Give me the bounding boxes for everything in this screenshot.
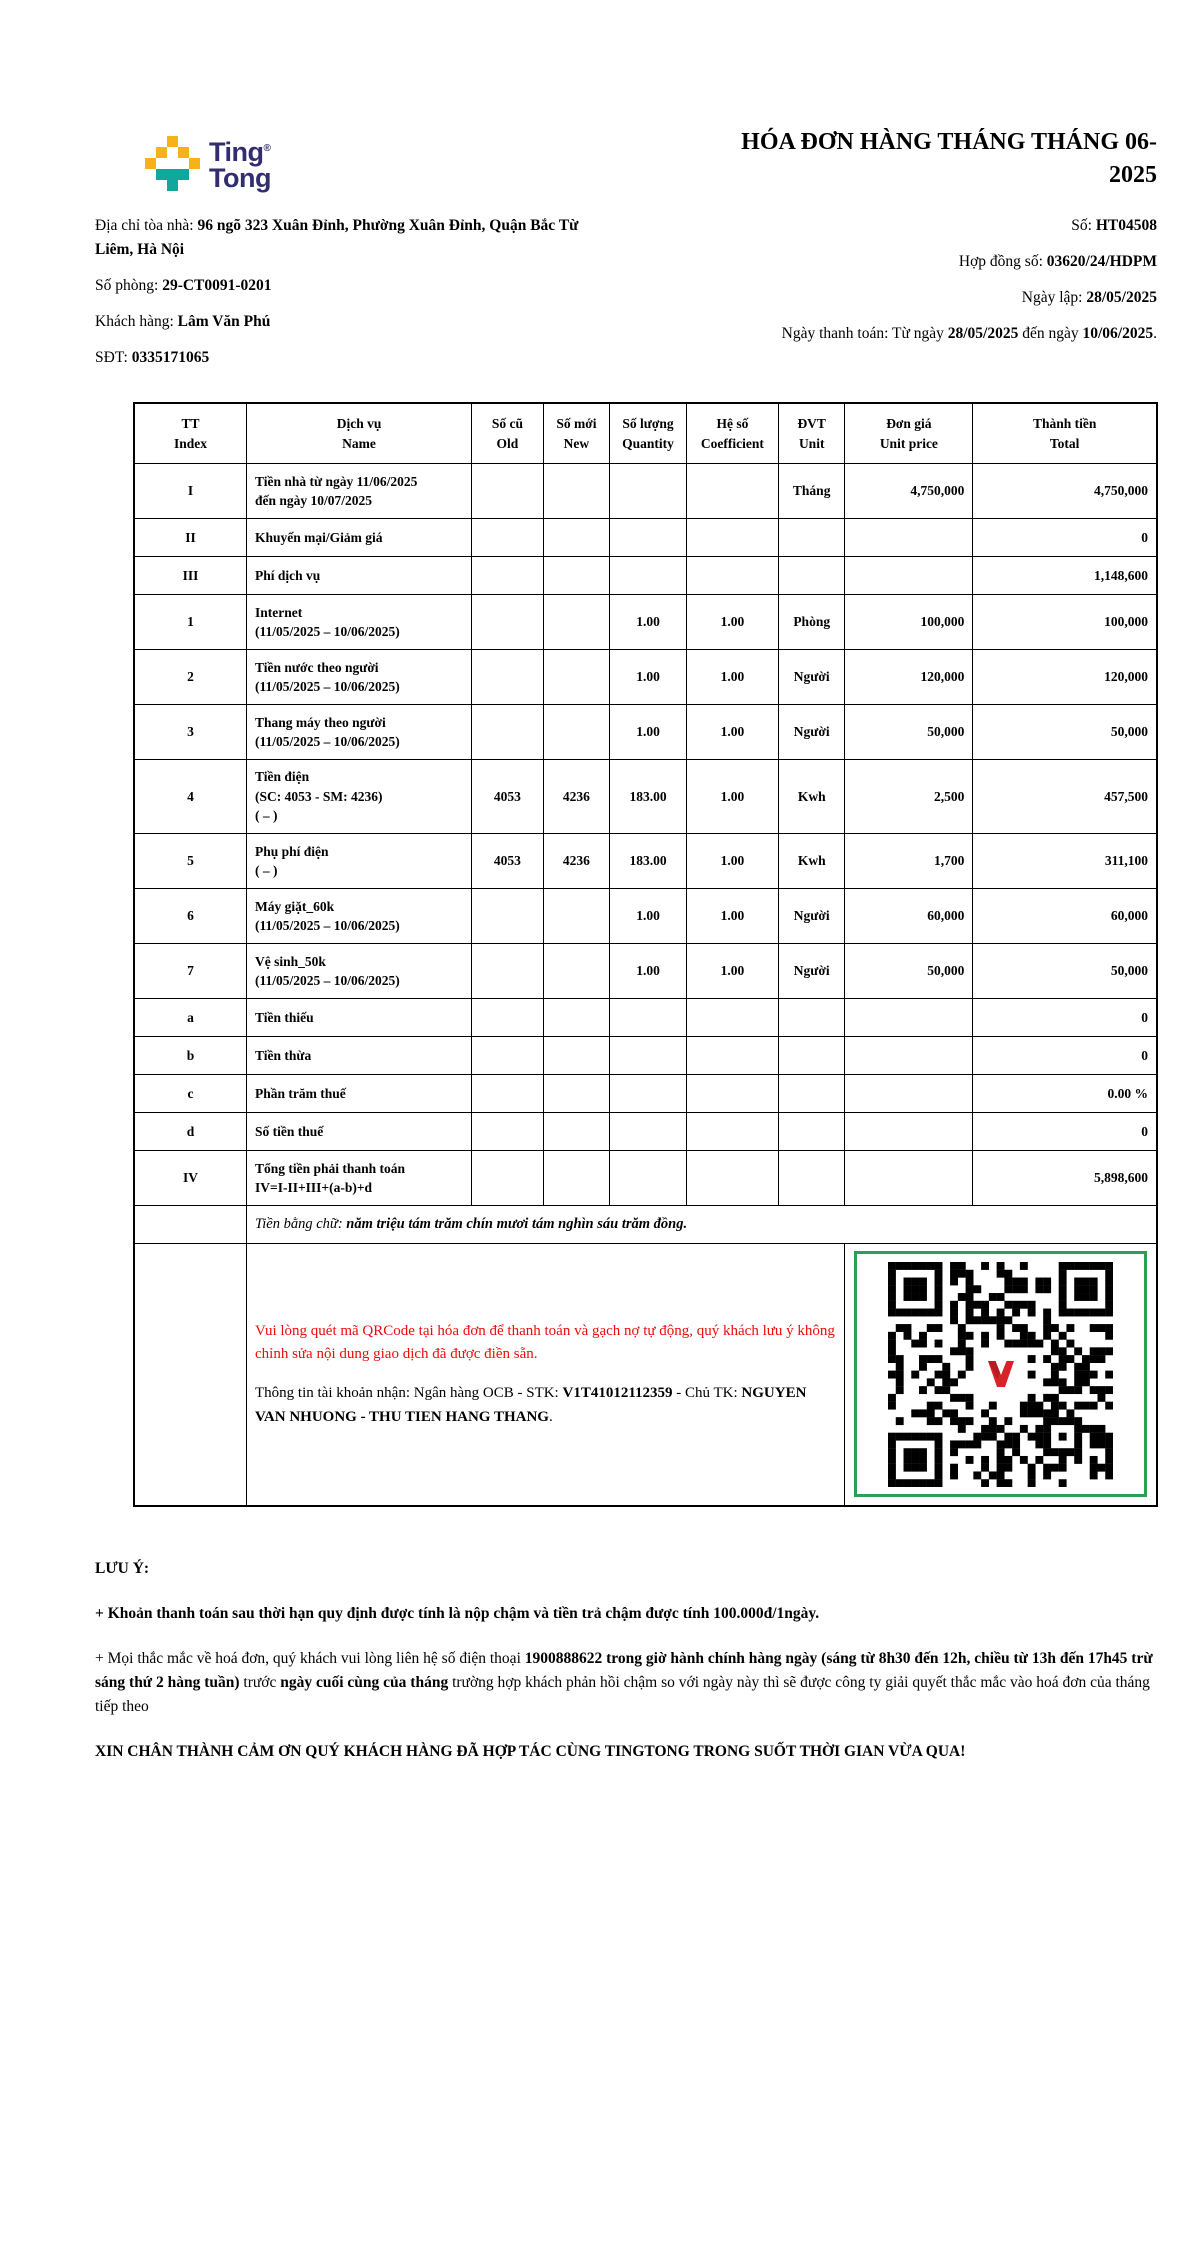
cell-new-reading [543, 650, 609, 705]
column-header: Số cũ Old [472, 403, 544, 464]
cell-service-name: Phí dịch vụ [247, 557, 472, 595]
cell-index: I [134, 464, 247, 519]
table-row [134, 760, 1157, 834]
cell-unit-price [845, 557, 973, 595]
cell-new-reading [543, 557, 609, 595]
cell-index: III [134, 557, 247, 595]
cell-new-reading [543, 1037, 609, 1075]
logo-word-ting: Ting [209, 137, 264, 167]
cell-new-reading [543, 595, 609, 650]
cell-unit-price [845, 999, 973, 1037]
cell-total: 0.00 % [973, 1075, 1157, 1113]
cell-coefficient: 1.00 [686, 650, 778, 705]
cell-new-reading [543, 1151, 609, 1206]
cell-unit-price: 1,700 [845, 834, 973, 889]
cell-total: 0 [973, 519, 1157, 557]
table-row [134, 999, 1157, 1037]
cell-total: 0 [973, 1113, 1157, 1151]
cell-coefficient [686, 999, 778, 1037]
cell-service-name: Tiền nước theo người (11/05/2025 – 10/06/2025) [247, 650, 472, 705]
amount-words-label: Tiền bằng chữ: [255, 1216, 347, 1233]
cell-new-reading [543, 889, 609, 944]
cell-total: 50,000 [973, 705, 1157, 760]
vietqr-v-icon [981, 1354, 1021, 1394]
cell-unit [778, 999, 844, 1037]
cell-unit: Người [778, 889, 844, 944]
cell-total: 60,000 [973, 889, 1157, 944]
hotline-note: + Mọi thắc mắc về hoá đơn, quý khách vui lòng liên hệ số điện thoại 1900888622 trong giờ hành chính hàng ngày (sáng từ 8h30 đến 12h, chiều từ 13h đến 17h45 trừ sáng thứ 2 hàng tuần) trước ngày cuối cùng của tháng trường hợp khách phản hồi chậm so với ngày này thì sẽ được công ty giải quyết thắc mắc vào hoá đơn của tháng tiếp theo [95, 1649, 1153, 1715]
cell-unit [778, 557, 844, 595]
cell-total: 5,898,600 [973, 1151, 1157, 1206]
contract-number: Hợp đồng số: 03620/24/HDPM [958, 253, 1157, 271]
cell-new-reading [543, 705, 609, 760]
cell-service-name: Internet (11/05/2025 – 10/06/2025) [247, 595, 472, 650]
tingtong-logo-icon [145, 136, 200, 191]
column-header: ĐVT Unit [778, 403, 844, 464]
cell-service-name: Tiền điện (SC: 4053 - SM: 4236) ( – ) [247, 760, 472, 834]
cell-unit-price [845, 519, 973, 557]
cell-old-reading [472, 595, 544, 650]
cell-service-name: Máy giặt_60k (11/05/2025 – 10/06/2025) [247, 889, 472, 944]
column-header: Số mới New [543, 403, 609, 464]
cell-quantity [610, 1075, 687, 1113]
cell-unit [778, 1037, 844, 1075]
invoice-info-right [587, 214, 1157, 382]
cell-index: 1 [134, 595, 247, 650]
table-row [134, 705, 1157, 760]
invoice-info [95, 214, 1157, 382]
cell-new-reading: 4236 [543, 834, 609, 889]
cell-unit-price: 50,000 [845, 705, 973, 760]
cell-service-name: Vệ sinh_50k (11/05/2025 – 10/06/2025) [247, 944, 472, 999]
cell-quantity [610, 1037, 687, 1075]
cell-total: 0 [973, 1037, 1157, 1075]
amount-in-words [247, 1206, 1157, 1244]
cell-coefficient [686, 557, 778, 595]
cell-unit-price [845, 1075, 973, 1113]
cell-index: c [134, 1075, 247, 1113]
cell-total: 100,000 [973, 595, 1157, 650]
cell-index: 3 [134, 705, 247, 760]
cell-index: II [134, 519, 247, 557]
cell-service-name: Tiền nhà từ ngày 11/06/2025 đến ngày 10/07/2025 [247, 464, 472, 519]
cell-empty [134, 1244, 247, 1506]
notes-heading: LƯU Ý: [95, 1559, 150, 1577]
table-row [134, 557, 1157, 595]
logo-word-tong: Tong [209, 162, 271, 193]
cell-old-reading [472, 519, 544, 557]
footer-notes [95, 1557, 1157, 1764]
amount-in-words-row [134, 1206, 1157, 1244]
cell-coefficient: 1.00 [686, 834, 778, 889]
cell-coefficient [686, 464, 778, 519]
issue-date: Ngày lập: 28/05/2025 [1021, 289, 1157, 307]
cell-unit [778, 1113, 844, 1151]
cell-old-reading [472, 1075, 544, 1113]
cell-unit: Phòng [778, 595, 844, 650]
cell-index: a [134, 999, 247, 1037]
cell-index: 5 [134, 834, 247, 889]
cell-quantity [610, 1113, 687, 1151]
cell-unit [778, 1151, 844, 1206]
cell-service-name: Tiền thiếu [247, 999, 472, 1037]
invoice-number: Số: HT04508 [1071, 217, 1157, 234]
table-row [134, 595, 1157, 650]
cell-quantity: 1.00 [610, 705, 687, 760]
cell-unit-price [845, 1113, 973, 1151]
qr-payment-row [134, 1244, 1157, 1506]
table-row [134, 1151, 1157, 1206]
page-title: HÓA ĐƠN HÀNG THÁNG THÁNG 06-2025 [741, 129, 1157, 188]
cell-quantity: 183.00 [610, 834, 687, 889]
cell-old-reading [472, 1151, 544, 1206]
cell-total: 50,000 [973, 944, 1157, 999]
cell-quantity [610, 1151, 687, 1206]
cell-quantity: 1.00 [610, 595, 687, 650]
header [95, 112, 1157, 192]
amount-words-value: năm triệu tám trăm chín mươi tám nghìn sáu trăm đồng. [346, 1216, 688, 1233]
cell-total: 0 [973, 999, 1157, 1037]
cell-total: 311,100 [973, 834, 1157, 889]
table-row [134, 1113, 1157, 1151]
cell-old-reading: 4053 [472, 834, 544, 889]
cell-new-reading [543, 944, 609, 999]
cell-coefficient: 1.00 [686, 595, 778, 650]
cell-service-name: Tiền thừa [247, 1037, 472, 1075]
cell-quantity [610, 557, 687, 595]
cell-empty [134, 1206, 247, 1244]
cell-coefficient: 1.00 [686, 760, 778, 834]
column-header: TT Index [134, 403, 247, 464]
table-row [134, 519, 1157, 557]
cell-new-reading [543, 464, 609, 519]
cell-old-reading [472, 889, 544, 944]
column-header: Đơn giá Unit price [845, 403, 973, 464]
cell-index: 7 [134, 944, 247, 999]
cell-quantity: 183.00 [610, 760, 687, 834]
qr-warning-text: Vui lòng quét mã QRCode tại hóa đơn để thanh toán và gạch nợ tự động, quý khách lưu ý không chỉnh sửa nội dung giao dịch đã được điền sẵn. [255, 1322, 835, 1363]
cell-quantity: 1.00 [610, 650, 687, 705]
invoice-table-footer [134, 1206, 1157, 1506]
room-number: Số phòng: 29-CT0091-0201 [95, 277, 272, 295]
qr-code-cell [845, 1244, 1157, 1506]
cell-service-name: Phụ phí điện ( – ) [247, 834, 472, 889]
cell-service-name: Khuyến mại/Giảm giá [247, 519, 472, 557]
cell-index: 4 [134, 760, 247, 834]
cell-unit-price: 50,000 [845, 944, 973, 999]
cell-unit-price: 2,500 [845, 760, 973, 834]
cell-service-name: Tổng tiền phải thanh toán IV=I-II+III+(a-b)+d [247, 1151, 472, 1206]
cell-new-reading [543, 999, 609, 1037]
cell-unit: Người [778, 650, 844, 705]
customer-phone: SĐT: 0335171065 [95, 349, 210, 367]
payment-period: Ngày thanh toán: Từ ngày 28/05/2025 đến ngày 10/06/2025. [781, 325, 1157, 343]
cell-unit-price: 4,750,000 [845, 464, 973, 519]
column-header: Thành tiền Total [973, 403, 1157, 464]
invoice-info-left [95, 214, 587, 382]
cell-service-name: Phần trăm thuế [247, 1075, 472, 1113]
cell-unit: Kwh [778, 834, 844, 889]
cell-unit-price [845, 1151, 973, 1206]
cell-index: 6 [134, 889, 247, 944]
registered-mark: ® [263, 143, 271, 154]
tingtong-logo-text [209, 137, 271, 193]
cell-quantity [610, 464, 687, 519]
cell-unit: Tháng [778, 464, 844, 519]
cell-unit-price [845, 1037, 973, 1075]
cell-total: 457,500 [973, 760, 1157, 834]
qr-code-frame [854, 1251, 1147, 1497]
cell-quantity: 1.00 [610, 944, 687, 999]
cell-coefficient [686, 1113, 778, 1151]
cell-quantity [610, 519, 687, 557]
table-row [134, 889, 1157, 944]
cell-coefficient: 1.00 [686, 944, 778, 999]
table-row [134, 464, 1157, 519]
table-header-row [134, 403, 1157, 464]
column-header: Hệ số Coefficient [686, 403, 778, 464]
table-row [134, 1075, 1157, 1113]
invoice-table-body [134, 464, 1157, 1206]
cell-coefficient [686, 519, 778, 557]
cell-index: b [134, 1037, 247, 1075]
cell-total: 4,750,000 [973, 464, 1157, 519]
cell-new-reading [543, 519, 609, 557]
cell-new-reading [543, 1075, 609, 1113]
cell-unit: Kwh [778, 760, 844, 834]
table-row [134, 834, 1157, 889]
cell-index: IV [134, 1151, 247, 1206]
cell-coefficient: 1.00 [686, 889, 778, 944]
cell-index: 2 [134, 650, 247, 705]
cell-old-reading: 4053 [472, 760, 544, 834]
cell-total: 120,000 [973, 650, 1157, 705]
cell-coefficient [686, 1151, 778, 1206]
cell-old-reading [472, 557, 544, 595]
cell-old-reading [472, 650, 544, 705]
cell-unit [778, 1075, 844, 1113]
thank-you-note: XIN CHÂN THÀNH CẢM ƠN QUÝ KHÁCH HÀNG ĐÃ HỢP TÁC CÙNG TINGTONG TRONG SUỐT THỜI GIAN VỪA QUA! [95, 1742, 966, 1760]
table-row [134, 650, 1157, 705]
late-payment-note: + Khoản thanh toán sau thời hạn quy định được tính là nộp chậm và tiền trả chậm được tính 100.000đ/1ngày. [95, 1604, 820, 1622]
tingtong-logo [145, 136, 271, 191]
cell-old-reading [472, 464, 544, 519]
building-address: Địa chỉ tòa nhà: 96 ngõ 323 Xuân Đỉnh, Phường Xuân Đỉnh, Quận Bắc Từ Liêm, Hà Nội [95, 217, 579, 259]
bank-account-info: Thông tin tài khoản nhận: Ngân hàng OCB - STK: V1T41012112359 - Chủ TK: NGUYEN VAN NHUONG - THU TIEN HANG THANG. [255, 1385, 807, 1425]
cell-coefficient: 1.00 [686, 705, 778, 760]
cell-new-reading [543, 1113, 609, 1151]
cell-old-reading [472, 1037, 544, 1075]
column-header: Số lượng Quantity [610, 403, 687, 464]
cell-quantity [610, 999, 687, 1037]
column-header: Dịch vụ Name [247, 403, 472, 464]
cell-new-reading: 4236 [543, 760, 609, 834]
cell-old-reading [472, 705, 544, 760]
cell-old-reading [472, 999, 544, 1037]
cell-old-reading [472, 1113, 544, 1151]
payment-instructions [247, 1244, 845, 1506]
cell-service-name: Thang máy theo người (11/05/2025 – 10/06/2025) [247, 705, 472, 760]
cell-coefficient [686, 1037, 778, 1075]
cell-unit [778, 519, 844, 557]
cell-unit-price: 60,000 [845, 889, 973, 944]
cell-total: 1,148,600 [973, 557, 1157, 595]
cell-unit-price: 120,000 [845, 650, 973, 705]
table-row [134, 944, 1157, 999]
cell-index: d [134, 1113, 247, 1151]
customer-name: Khách hàng: Lâm Văn Phú [95, 313, 271, 331]
cell-coefficient [686, 1075, 778, 1113]
cell-unit: Người [778, 705, 844, 760]
table-row [134, 1037, 1157, 1075]
invoice-table [133, 402, 1158, 1507]
cell-unit: Người [778, 944, 844, 999]
cell-service-name: Số tiền thuế [247, 1113, 472, 1151]
cell-unit-price: 100,000 [845, 595, 973, 650]
qr-code [888, 1262, 1113, 1487]
cell-old-reading [472, 944, 544, 999]
cell-quantity: 1.00 [610, 889, 687, 944]
